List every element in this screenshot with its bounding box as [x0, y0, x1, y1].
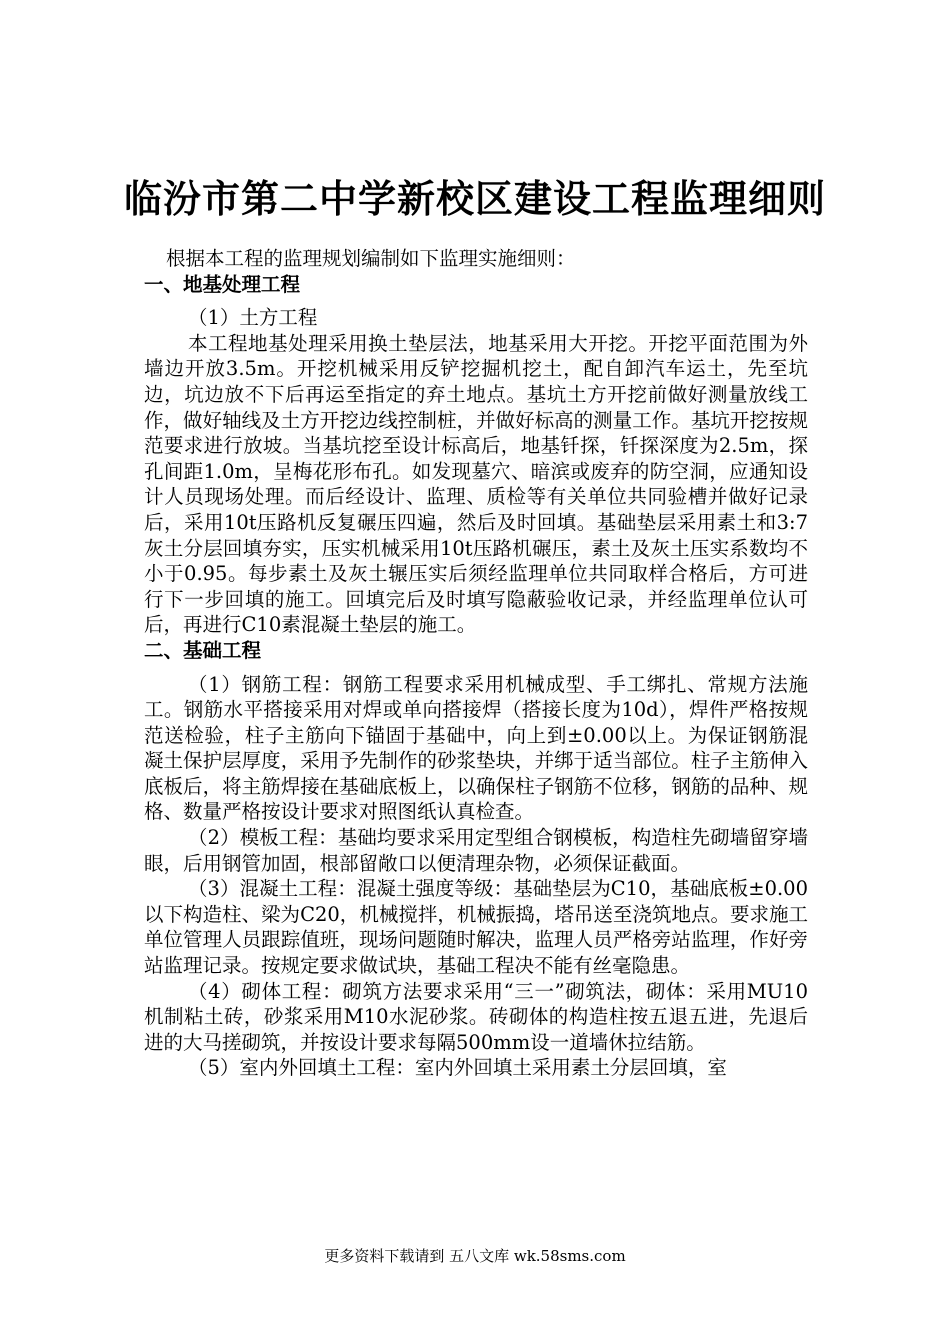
subheading-earthwork: （1）土方工程: [188, 306, 318, 330]
section-heading-foundation-treatment: 一、地基处理工程: [144, 272, 301, 296]
paragraph-earthwork: 本工程地基处理采用换土垫层法，地基采用大开挖。开挖平面范围为外墙边开放3.5m。开挖机械采用反铲挖掘机挖土，配自卸汽车运土，先至坑边，坑边放不下后再运至指定的弃土地点。基坑土方开挖前做好测量放线工作，做好轴线及土方开挖边线控制桩，并做好标高的测量工作。基坑开挖按规范要求进行放坡。当基坑挖至设计标高后，地基钎探，钎探深度为2.5m，探孔间距1.0m，呈梅花形布孔。如发现墓穴、暗滨或废弃的防空洞，应通知设计人员现场处理。而后经设计、监理、质检等有关单位共同验槽并做好记录后，采用10t压路机反复碾压四遍，然后及时回填。基础垫层采用素土和3:7灰土分层回填夯实，压实机械采用10t压路机碾压，素土及灰土压实系数均不小于0.95。每步素土及灰土辗压实后须经监理单位共同取样合格后，方可进行下一步回填的施工。回填完后及时填写隐蔽验收记录，并经监理单位认可后，再进行C10素混凝土垫层的施工。: [144, 331, 808, 637]
paragraph-masonry: （4）砌体工程：砌筑方法要求采用“三一”砌筑法，砌体：采用MU10机制粘土砖，砂浆采用M10水泥砂浆。砖砌体的构造柱按五退五进，先退后进的大马搓砌筑，并按设计要求每隔500mm设一道墙休拉结筋。: [144, 979, 808, 1054]
page-footer: 更多资料下载请到 五八文库 wk.58sms.com: [324, 1247, 626, 1265]
document-body: [144, 246, 808, 1081]
paragraph-backfill: （5）室内外回填土工程：室内外回填土采用素土分层回填，室: [188, 1056, 727, 1080]
page-title: 临汾市第二中学新校区建设工程监理细则: [123, 176, 826, 221]
paragraph-concrete: （3）混凝土工程：混凝土强度等级：基础垫层为C10，基础底板±0.00以下构造柱、梁为C20，机械搅拌，机械振捣，塔吊送至浇筑地点。要求施工单位管理人员跟踪值班，现场问题随时解决，监理人员严格旁站监理，作好旁站监理记录。按规定要求做试块，基础工程决不能有丝毫隐患。: [144, 877, 808, 978]
paragraph-formwork: （2）模板工程：基础均要求采用定型组合钢模板，构造柱先砌墙留穿墙眼，后用钢管加固，根部留敞口以便清理杂物，必须保证截面。: [144, 826, 808, 875]
paragraph-rebar: （1）钢筋工程：钢筋工程要求采用机械成型、手工绑扎、常规方法施工。钢筋水平搭接采用对焊或单向搭接焊（搭接长度为10d），焊件严格按规范送检验，柱子主筋向下锚固于基础中，向上到±0.00以上。为保证钢筋混凝土保护层厚度，采用予先制作的砂浆垫块，并绑于适当部位。柱子主筋伸入底板后，将主筋焊接在基础底板上，以确保柱子钢筋不位移，钢筋的品种、规格、数量严格按设计要求对照图纸认真检查。: [144, 672, 808, 824]
intro-paragraph: 根据本工程的监理规划编制如下监理实施细则：: [166, 247, 576, 270]
section-heading-foundation-works: 二、基础工程: [144, 638, 262, 662]
